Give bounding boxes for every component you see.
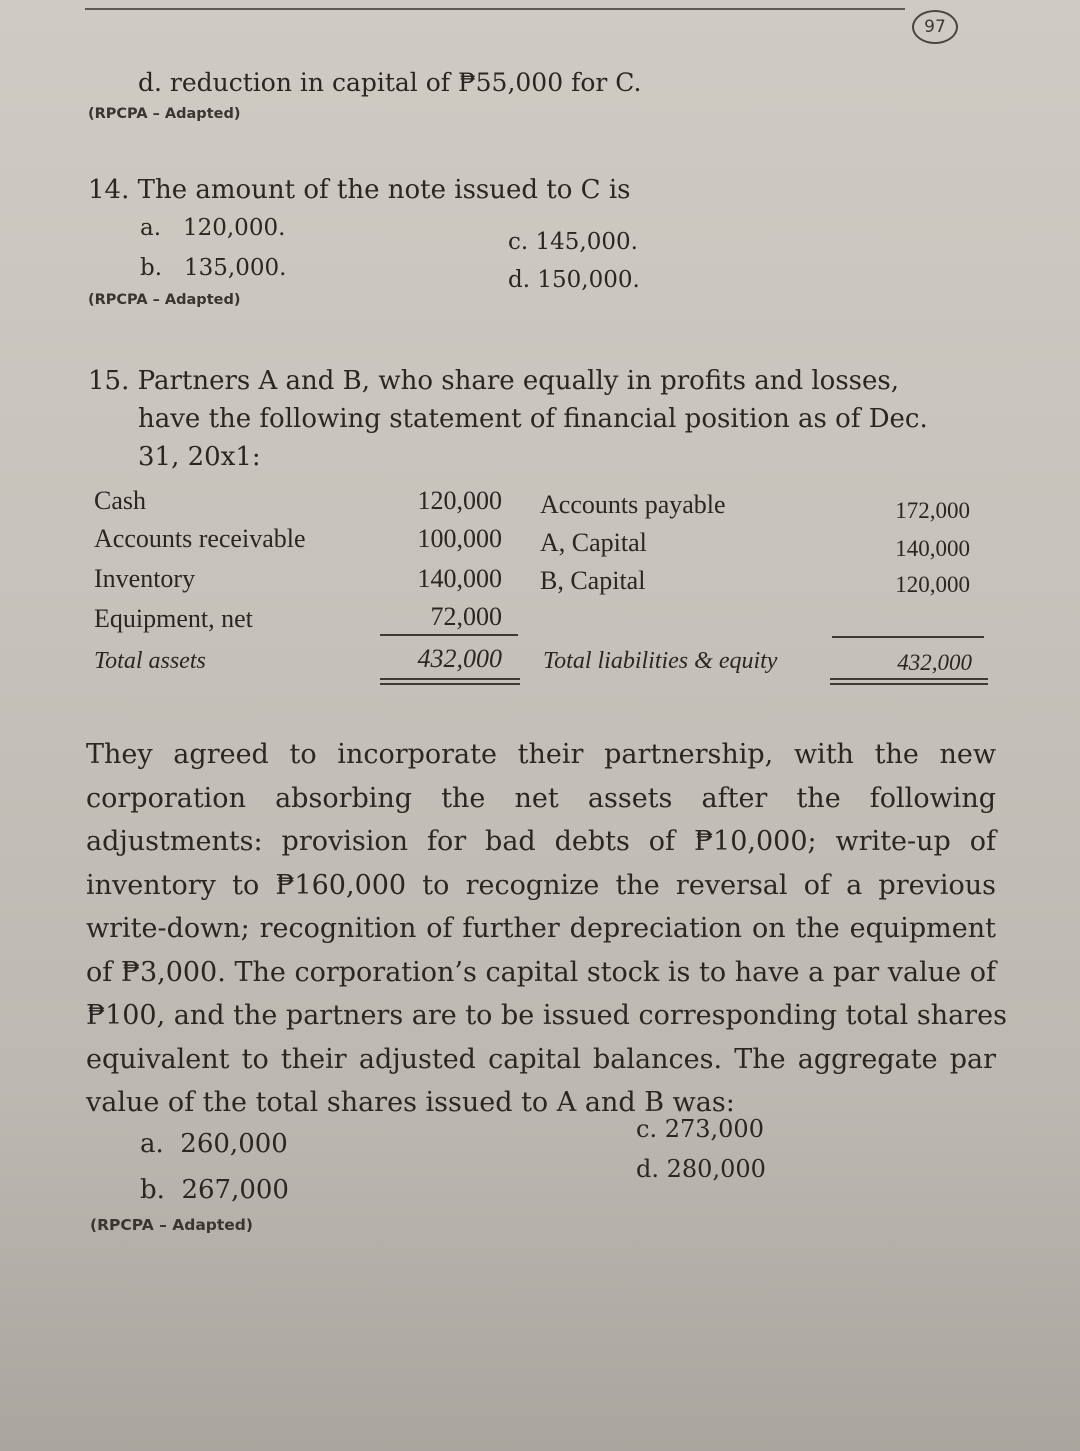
q15-option-a-text: 260,000 bbox=[180, 1129, 288, 1159]
liabilities-total-rule-1 bbox=[830, 678, 988, 680]
q15-option-d-letter: d. bbox=[636, 1155, 659, 1183]
q14-option-a-letter: a. bbox=[140, 215, 162, 241]
q14-option-a bbox=[140, 214, 285, 242]
asset-label-inventory: Inventory bbox=[94, 564, 196, 593]
q15-option-c bbox=[636, 1114, 764, 1144]
q15-stem bbox=[88, 362, 928, 476]
q14-option-d-letter: d. bbox=[508, 267, 531, 293]
asset-amount-receivable: 100,000 bbox=[417, 524, 502, 553]
liabilities-total-rule-2 bbox=[830, 683, 988, 685]
top-rule bbox=[85, 8, 905, 10]
q15-paragraph-line-3: adjustments: provision for bad debts of ₱10,000; write-up of bbox=[86, 826, 996, 857]
liability-amount-payable: 172,000 bbox=[895, 498, 970, 523]
page-number: 97 bbox=[912, 10, 958, 44]
asset-label-equipment: Equipment, net bbox=[94, 604, 253, 633]
q15-option-b bbox=[140, 1174, 289, 1206]
q13-option-d bbox=[138, 68, 641, 98]
q13-option-d-letter: d. bbox=[138, 68, 162, 97]
q15-stem-line-3: 31, 20x1: bbox=[138, 442, 261, 472]
q15-source: (RPCPA – Adapted) bbox=[90, 1216, 253, 1234]
total-liabilities-equity-amount: 432,000 bbox=[897, 650, 972, 675]
liability-label-payable: Accounts payable bbox=[540, 490, 726, 519]
assets-subtotal-rule bbox=[380, 634, 518, 636]
equity-label-b-capital: B, Capital bbox=[540, 566, 646, 595]
q13-option-d-text: reduction in capital of ₱55,000 for C. bbox=[169, 68, 642, 97]
equity-amount-b-capital: 120,000 bbox=[895, 572, 970, 597]
q14-option-b bbox=[140, 254, 286, 282]
q14-option-c-text: 145,000. bbox=[535, 229, 638, 255]
equity-amount-a-capital: 140,000 bbox=[895, 536, 970, 561]
q15-paragraph-line-4: inventory to ₱160,000 to recognize the reversal of a previous bbox=[86, 869, 996, 901]
q15-stem-line-1: 15. Partners A and B, who share equally in profits and losses, bbox=[88, 366, 900, 396]
q14-option-a-text: 120,000. bbox=[182, 215, 286, 241]
total-liabilities-equity-label: Total liabilities & equity bbox=[543, 648, 778, 674]
q15-paragraph-line-7: ₱100, and the partners are to be issued corresponding total shares bbox=[86, 1000, 1007, 1031]
q14-option-d bbox=[508, 266, 640, 294]
q14-stem: 14. The amount of the note issued to C is bbox=[88, 175, 631, 205]
liabilities-subtotal-rule bbox=[832, 636, 984, 638]
q14-option-b-text: 135,000. bbox=[183, 255, 287, 281]
q15-stem-line-2: have the following statement of financial position as of Dec. bbox=[138, 404, 928, 434]
equity-label-a-capital: A, Capital bbox=[540, 528, 647, 557]
q14-source: (RPCPA – Adapted) bbox=[88, 292, 241, 308]
asset-amount-inventory: 140,000 bbox=[417, 564, 502, 593]
q14-option-c bbox=[508, 228, 638, 256]
asset-amount-equipment: 72,000 bbox=[430, 602, 502, 631]
q15-paragraph-line-9: value of the total shares issued to A and B was: bbox=[86, 1087, 735, 1118]
asset-label-cash: Cash bbox=[94, 486, 146, 515]
q15-paragraph bbox=[86, 733, 1007, 1125]
q15-paragraph-line-1: They agreed to incorporate their partnership, with the new bbox=[86, 739, 996, 770]
q14-option-d-text: 150,000. bbox=[537, 267, 640, 293]
q15-paragraph-line-6: of ₱3,000. The corporation’s capital stock is to have a par value of bbox=[86, 956, 996, 988]
q15-paragraph-line-8: equivalent to their adjusted capital balances. The aggregate par bbox=[86, 1043, 996, 1075]
total-assets-amount: 432,000 bbox=[417, 644, 502, 673]
q15-option-a-letter: a. bbox=[140, 1129, 164, 1159]
assets-total-rule-2 bbox=[380, 683, 520, 685]
q14-option-b-letter: b. bbox=[140, 255, 163, 281]
asset-label-receivable: Accounts receivable bbox=[94, 524, 306, 553]
q15-paragraph-line-2: corporation absorbing the net assets after the following bbox=[86, 782, 996, 814]
q15-option-a bbox=[140, 1128, 288, 1160]
q15-option-d bbox=[636, 1154, 766, 1184]
q13-source: (RPCPA – Adapted) bbox=[88, 106, 241, 122]
asset-amount-cash: 120,000 bbox=[417, 486, 502, 515]
q15-option-b-letter: b. bbox=[140, 1175, 165, 1205]
q15-option-c-text: 273,000 bbox=[664, 1115, 764, 1143]
q15-option-d-text: 280,000 bbox=[666, 1155, 766, 1183]
q14-option-c-letter: c. bbox=[508, 229, 529, 255]
q15-option-c-letter: c. bbox=[636, 1115, 658, 1143]
total-assets-label: Total assets bbox=[94, 648, 206, 674]
assets-total-rule-1 bbox=[380, 678, 520, 680]
q15-option-b-text: 267,000 bbox=[181, 1175, 289, 1205]
q15-paragraph-line-5: write-down; recognition of further depreciation on the equipment bbox=[86, 913, 996, 944]
